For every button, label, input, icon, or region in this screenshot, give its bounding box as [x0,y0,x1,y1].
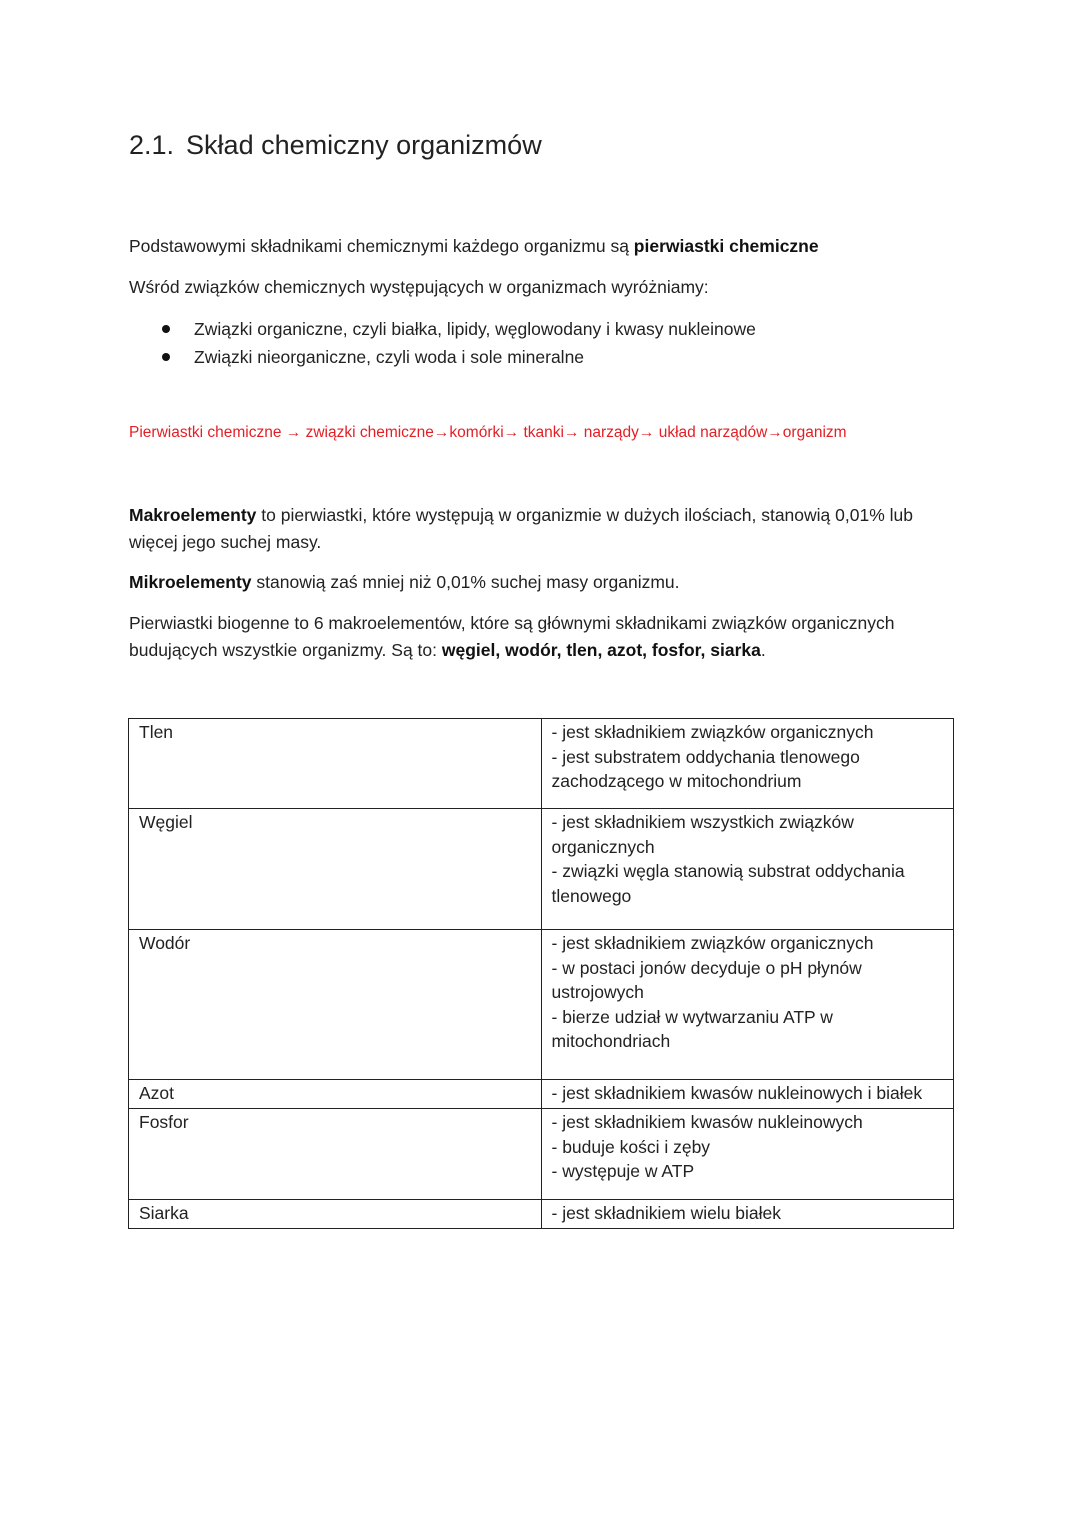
table-row [129,1109,954,1200]
table-row [129,1200,954,1229]
table-row [129,1080,954,1109]
section-title-text: Skład chemiczny organizmów [186,130,542,160]
compounds-list [160,315,756,371]
element-name: Tlen [129,719,542,809]
macro-definition: Makroelementy to pierwiastki, które występują w organizmie w dużych ilościach, stanowią 0,01% lub więcej jego suchej masy. [129,505,913,552]
element-name: Wodór [129,930,542,1080]
micro-term: Mikroelementy [129,572,252,592]
element-name: Węgiel [129,809,542,930]
section-number: 2.1. [129,130,175,160]
element-name: Fosfor [129,1109,542,1200]
compounds-intro: Wśród związków chemicznych występujących w organizmach wyróżniamy: [129,277,709,297]
macro-term: Makroelementy [129,505,257,525]
list-item: Związki nieorganiczne, czyli woda i sole mineralne [160,343,756,371]
organization-chain: Pierwiastki chemiczne → związki chemiczne→komórki→ tkanki→ narządy→ układ narządów→organizm [129,424,847,441]
element-description: - jest składnikiem związków organicznych - jest substratem oddychania tlenowego zachodzącego w mitochondrium [541,719,954,809]
intro-bold: pierwiastki chemiczne [633,236,819,256]
intro-text: Podstawowymi składnikami chemicznymi każdego organizmu są [129,236,634,256]
biogenic-list: węgiel, wodór, tlen, azot, fosfor, siarka [441,640,761,660]
element-description: - jest składnikiem kwasów nukleinowych - buduje kości i zęby - występuje w ATP [541,1109,954,1200]
bullet-icon [162,325,170,333]
section-title [129,130,542,161]
element-description: - jest składnikiem wielu białek [541,1200,954,1229]
intro-paragraph [129,233,959,260]
element-description: - jest składnikiem wszystkich związków organicznych - związki węgla stanowią substrat oddychania tlenowego [541,809,954,930]
element-name: Siarka [129,1200,542,1229]
element-description: - jest składnikiem związków organicznych - w postaci jonów decyduje o pH płynów ustrojowych - bierze udział w wytwarzaniu ATP w mitochondriach [541,930,954,1080]
elements-table [128,718,954,1229]
bullet-icon [162,353,170,361]
biogenic-definition: Pierwiastki biogenne to 6 makroelementów, które są głównymi składnikami związków organicznych budujących wszystkie organizmy. Są to: węgiel, wodór, tlen, azot, fosfor, siarka. [129,613,895,660]
table-row [129,930,954,1080]
list-item: Związki organiczne, czyli białka, lipidy, węglowodany i kwasy nukleinowe [160,315,756,343]
table-row [129,809,954,930]
table-row [129,719,954,809]
element-name: Azot [129,1080,542,1109]
micro-definition: Mikroelementy stanowią zaś mniej niż 0,01% suchej masy organizmu. [129,572,680,592]
element-description: - jest składnikiem kwasów nukleinowych i białek [541,1080,954,1109]
